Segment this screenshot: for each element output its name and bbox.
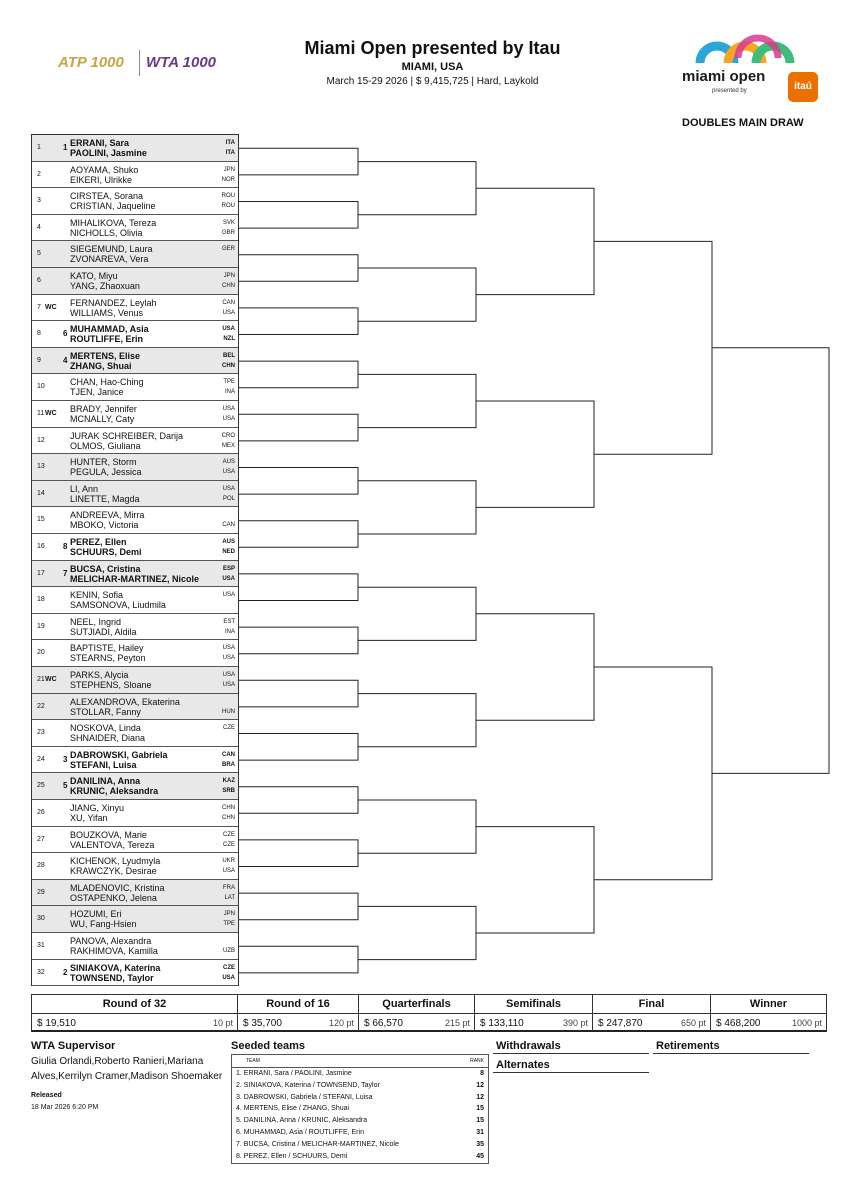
player-two-country: UZB <box>223 948 235 954</box>
player-two-name: VALENTOVA, Tereza <box>70 839 155 850</box>
bracket-connector <box>476 827 594 933</box>
round-label: Final <box>638 998 665 1010</box>
player-two-name: PEGULA, Jessica <box>70 467 142 478</box>
draw-position: 30 <box>37 915 45 923</box>
draw-position: 28 <box>37 862 45 870</box>
atp-1000-logo: ATP 1000 <box>58 54 124 71</box>
player-two-name: OSTAPENKO, Jelena <box>70 892 157 903</box>
seeded-team-row <box>236 1082 484 1094</box>
itau-logo: itaú <box>788 72 818 102</box>
player-two-name: STEPHENS, Sloane <box>70 680 152 690</box>
draw-position: 6 <box>37 277 41 284</box>
player-one-name: PEREZ, Ellen <box>70 537 127 547</box>
prize-money-table <box>31 994 827 1032</box>
player-one-country: ESP <box>222 565 235 572</box>
bracket-connector <box>594 667 712 880</box>
seeded-team-rank: 45 <box>476 1152 484 1160</box>
seed-number: 8 <box>63 542 68 551</box>
player-two-name: SCHUURS, Demi <box>70 547 142 557</box>
player-one-country: USA <box>222 326 235 333</box>
draw-position: 5 <box>37 250 41 258</box>
bracket-connector <box>239 414 358 441</box>
bracket-connector <box>358 906 476 959</box>
draw-position: 32 <box>37 968 45 976</box>
draw-position: 15 <box>37 516 45 524</box>
draw-position: 16 <box>37 543 45 550</box>
entry-tag: WC <box>45 410 57 417</box>
player-two-name: ZHANG, Shuai <box>70 360 132 371</box>
player-two-country: SRB <box>222 788 235 795</box>
player-one-name: BRADY, Jennifer <box>70 404 137 414</box>
player-one-name: CHAN, Hao-Ching <box>70 377 144 388</box>
header-divider <box>232 1067 488 1068</box>
draw-position: 7 <box>37 303 41 311</box>
draw-position: 9 <box>37 356 41 364</box>
player-one-name: AOYAMA, Shuko <box>70 164 139 175</box>
player-two-name: YANG, Zhaoxuan <box>70 281 140 291</box>
player-two-country: HUN <box>222 708 235 715</box>
prize-amount: $ 133,110 <box>480 1018 524 1029</box>
player-one-name: ERRANI, Sara <box>70 138 130 148</box>
player-one-name: FERNANDEZ, Leylah <box>70 297 157 308</box>
prize-amount: $ 19,510 <box>37 1018 76 1029</box>
player-one-name: MERTENS, Elise <box>70 350 141 361</box>
prize-amount: $ 66,570 <box>364 1018 403 1029</box>
seed-number: 2 <box>63 967 68 977</box>
prize-column <box>711 995 826 1031</box>
player-one-name: HUNTER, Storm <box>70 457 137 468</box>
player-one-country: USA <box>222 592 235 599</box>
bracket-connector <box>358 587 476 640</box>
player-one-name: NOSKOVA, Linda <box>70 723 141 734</box>
player-one-country: CAN <box>222 299 235 306</box>
player-two-name: OLMOS, Giuliana <box>70 440 141 451</box>
player-two-country: CZE <box>223 841 235 848</box>
player-one-country: KAZ <box>222 778 235 785</box>
player-one-name: LI, Ann <box>70 483 99 494</box>
seeded-team-name: 4. MERTENS, Elise / ZHANG, Shuai <box>236 1105 350 1113</box>
bracket-connector <box>476 401 594 507</box>
player-two-country: INA <box>224 389 235 396</box>
draw-position: 2 <box>37 170 41 178</box>
ranking-points: 1000 pt <box>791 1018 822 1028</box>
bracket-connector <box>239 521 358 548</box>
player-two-country: POL <box>222 495 235 502</box>
draw-position: 19 <box>37 622 45 630</box>
seed-number: 4 <box>63 355 68 365</box>
player-one-country: CHN <box>222 805 235 811</box>
draw-position: 22 <box>37 702 45 710</box>
draw-position: 29 <box>37 888 45 896</box>
player-two-name: STEFANI, Luisa <box>70 759 137 770</box>
prize-column <box>359 995 475 1031</box>
draw-position: 8 <box>37 330 41 338</box>
player-one-country: SVK <box>222 219 235 226</box>
player-one-country: AUS <box>222 459 235 466</box>
player-two-name: TOWNSEND, Taylor <box>70 972 154 983</box>
seeded-team-row <box>236 1141 484 1153</box>
prize-column <box>238 995 359 1031</box>
player-one-country: FRA <box>223 884 235 891</box>
team-column-header: TEAM <box>246 1058 260 1064</box>
player-one-country: CZE <box>223 831 235 838</box>
player-two-country: CHN <box>222 283 235 289</box>
player-two-country: USA <box>222 682 235 688</box>
ranking-points: 120 pt <box>328 1018 354 1028</box>
player-one-country: USA <box>222 485 235 492</box>
seeded-team-row <box>236 1153 484 1165</box>
player-one-name: SINIAKOVA, Katerina <box>70 962 161 973</box>
player-two-name: EIKERI, Ulrikke <box>70 174 133 185</box>
draw-position: 27 <box>37 835 45 843</box>
bracket-connector <box>239 255 358 282</box>
player-two-country: NOR <box>221 176 235 183</box>
player-one-country: GER <box>221 246 235 253</box>
player-two-name: MCNALLY, Caty <box>70 414 135 424</box>
bracket-connector <box>476 188 594 294</box>
bracket-connector <box>239 893 358 920</box>
ranking-points: 10 pt <box>212 1018 233 1028</box>
prize-divider <box>711 1013 826 1014</box>
withdrawals-title: Withdrawals <box>496 1040 561 1052</box>
seeded-team-name: 5. DANILINA, Anna / KRUNIC, Aleksandra <box>236 1117 368 1125</box>
player-two-country: TPE <box>223 921 235 928</box>
player-one-name: KATO, Miyu <box>70 271 118 281</box>
player-two-name: RAKHIMOVA, Kamilla <box>70 946 158 956</box>
player-one-name: PANOVA, Alexandra <box>70 936 152 946</box>
draw-position: 3 <box>37 197 41 205</box>
seeded-team-name: 2. SINIAKOVA, Katerina / TOWNSEND, Taylor <box>236 1081 380 1089</box>
player-two-country: USA <box>222 655 235 662</box>
player-one-country: USA <box>222 406 235 412</box>
draw-position: 12 <box>37 436 45 444</box>
player-two-name: KRUNIC, Aleksandra <box>70 786 159 797</box>
prize-column <box>32 995 238 1031</box>
player-two-country: CHN <box>222 362 235 369</box>
released-timestamp: 18 Mar 2026 6:20 PM <box>31 1104 99 1111</box>
player-one-name: NEEL, Ingrid <box>70 616 122 627</box>
draw-position: 18 <box>37 596 45 604</box>
prize-amount: $ 35,700 <box>243 1018 282 1029</box>
player-one-name: DANILINA, Anna <box>70 776 141 787</box>
draw-position: 17 <box>37 569 45 577</box>
seeded-team-name: 3. DABROWSKI, Gabriela / STEFANI, Luisa <box>236 1093 373 1101</box>
prize-divider <box>359 1013 474 1014</box>
player-one-country: ROU <box>221 193 235 200</box>
presented-by-label: presented by <box>712 88 747 94</box>
player-two-name: ROUTLIFFE, Erin <box>70 334 143 345</box>
seeded-team-name: 8. PEREZ, Ellen / SCHUURS, Demi <box>236 1152 348 1160</box>
miami-open-wordmark: miami open <box>682 68 766 85</box>
player-two-name: STEARNS, Peyton <box>70 653 146 664</box>
draw-position: 11 <box>37 410 45 417</box>
player-two-country: CHN <box>222 815 235 821</box>
player-two-name: PAOLINI, Jasmine <box>70 148 147 158</box>
player-two-country: ITA <box>225 150 235 156</box>
player-two-country: BRA <box>222 761 235 768</box>
draw-position: 26 <box>37 809 45 816</box>
entry-tag: WC <box>45 676 57 683</box>
tournament-location: MIAMI, USA <box>401 61 464 73</box>
player-one-country: USA <box>222 672 235 678</box>
draw-position: 1 <box>37 144 41 151</box>
player-one-name: HOZUMI, Eri <box>70 909 122 920</box>
prize-divider <box>593 1013 710 1014</box>
player-two-country: INA <box>224 628 235 635</box>
player-one-name: PARKS, Alycia <box>70 670 129 680</box>
alternates-title: Alternates <box>496 1059 550 1071</box>
player-two-name: WILLIAMS, Venus <box>70 307 144 318</box>
player-one-name: MIHALIKOVA, Tereza <box>70 217 157 228</box>
seeded-team-name: 1. ERRANI, Sara / PAOLINI, Jasmine <box>236 1070 352 1077</box>
ranking-points: 650 pt <box>680 1018 706 1028</box>
player-one-country: BEL <box>223 352 235 359</box>
player-one-country: CAN <box>222 751 235 758</box>
player-one-country: UKR <box>222 858 235 865</box>
alternates-divider <box>493 1072 649 1073</box>
seeded-team-rank: 35 <box>476 1140 484 1148</box>
bracket-connector <box>358 800 476 853</box>
player-one-country: EST <box>223 618 235 625</box>
bracket-connector <box>358 374 476 427</box>
draw-position: 21 <box>37 676 45 683</box>
prize-divider <box>475 1013 592 1014</box>
bracket-connector <box>358 268 476 321</box>
player-two-name: SUTJIADI, Aldila <box>70 626 137 637</box>
player-one-country: JPN <box>223 273 235 279</box>
bracket-connector <box>476 614 594 720</box>
bracket-connector <box>239 946 358 973</box>
seeded-team-rank: 31 <box>476 1129 484 1136</box>
seeded-team-row <box>236 1105 484 1117</box>
tournament-meta: March 15-29 2026 | $ 9,415,725 | Hard, Laykold <box>326 76 539 87</box>
prize-amount: $ 468,200 <box>716 1018 761 1029</box>
seeded-team-row <box>236 1094 484 1106</box>
player-two-name: ZVONAREVA, Vera <box>70 254 149 265</box>
player-one-country: USA <box>222 645 235 652</box>
released-label: Released <box>31 1092 62 1099</box>
bracket-connector <box>358 162 476 215</box>
tournament-title: Miami Open presented by Itau <box>304 38 561 58</box>
bracket-connector <box>239 787 358 814</box>
round-label: Winner <box>749 998 788 1010</box>
seed-number: 3 <box>63 754 68 764</box>
draw-position: 25 <box>37 782 45 790</box>
player-one-name: MLADENOVIC, Kristina <box>70 882 165 893</box>
entry-tag: WC <box>45 303 57 311</box>
player-one-country: JPN <box>223 166 235 173</box>
seeded-teams-table <box>231 1054 489 1164</box>
player-one-country: CRO <box>221 432 235 439</box>
bracket-connector <box>239 734 358 761</box>
player-one-name: BUCSA, Cristina <box>70 563 141 574</box>
player-one-name: JIANG, Xinyu <box>70 803 125 813</box>
player-two-name: SAMSONOVA, Liudmila <box>70 600 166 611</box>
player-one-name: ANDREEVA, Mirra <box>70 510 145 521</box>
player-two-name: NICHOLLS, Olivia <box>70 227 143 238</box>
player-two-name: STOLLAR, Fanny <box>70 706 141 717</box>
bracket-connector <box>712 348 829 774</box>
draw-position: 13 <box>37 463 45 471</box>
player-one-country: TPE <box>223 379 235 386</box>
withdrawals-divider <box>493 1053 649 1054</box>
supervisor-names: Giulia Orlandi,Roberto Ranieri,Mariana Alves,Kerrilyn Cramer,Madison Shoemaker <box>31 1056 223 1082</box>
prize-divider <box>32 1013 237 1014</box>
player-two-country: CAN <box>222 522 235 529</box>
wta-1000-logo: WTA 1000 <box>146 54 217 71</box>
player-one-name: DABROWSKI, Gabriela <box>70 749 168 760</box>
bracket-connector <box>239 574 358 601</box>
player-two-country: NED <box>222 549 235 555</box>
player-two-name: SHNAIDER, Diana <box>70 733 146 744</box>
player-two-country: USA <box>222 974 235 981</box>
player-two-country: MEX <box>221 442 235 449</box>
player-one-name: BOUZKOVA, Marie <box>70 829 147 840</box>
seed-number: 1 <box>63 143 68 152</box>
bracket-connector <box>594 241 712 454</box>
player-one-name: SIEGEMUND, Laura <box>70 244 153 255</box>
player-two-country: USA <box>222 416 235 422</box>
player-two-name: MELICHAR-MARTINEZ, Nicole <box>70 573 199 584</box>
player-two-country: GBR <box>221 229 235 236</box>
seeded-team-row <box>236 1117 484 1129</box>
player-one-name: JURAK SCHREIBER, Darija <box>70 430 184 441</box>
player-one-name: CIRSTEA, Sorana <box>70 191 144 202</box>
round-label: Round of 16 <box>266 998 330 1010</box>
seeded-team-rank: 12 <box>476 1081 484 1089</box>
player-two-country: NZL <box>223 336 235 343</box>
seeded-team-name: 6. MUHAMMAD, Asia / ROUTLIFFE, Erin <box>236 1129 364 1136</box>
seeded-team-rank: 15 <box>476 1105 484 1113</box>
ranking-points: 390 pt <box>562 1018 588 1028</box>
draw-position: 31 <box>37 942 45 949</box>
seeded-team-rank: 8 <box>480 1070 484 1077</box>
player-two-name: WU, Fang-Hsien <box>70 919 137 930</box>
bracket-connector <box>358 481 476 534</box>
draw-position: 4 <box>37 223 41 231</box>
ranking-points: 215 pt <box>444 1018 470 1028</box>
player-two-country: USA <box>222 575 235 582</box>
player-one-name: MUHAMMAD, Asia <box>70 324 149 335</box>
bracket-connector <box>239 627 358 654</box>
bracket-connector <box>239 840 358 867</box>
prize-column <box>593 995 711 1031</box>
bracket-connector <box>239 468 358 495</box>
bracket-connector <box>239 202 358 229</box>
draw-position: 14 <box>37 489 45 497</box>
bracket-connector <box>239 361 358 388</box>
round-label: Quarterfinals <box>382 998 451 1010</box>
prize-column <box>475 995 593 1031</box>
player-two-name: MBOKO, Victoria <box>70 520 139 531</box>
seeded-team-row <box>236 1070 484 1082</box>
bracket-connector <box>239 308 358 335</box>
round-label: Round of 32 <box>102 998 167 1010</box>
player-one-country: CZE <box>223 725 235 732</box>
player-two-name: CRISTIAN, Jaqueline <box>70 201 156 212</box>
supervisor-title: WTA Supervisor <box>31 1040 116 1052</box>
player-two-name: XU, Yifan <box>70 813 108 823</box>
player-two-country: USA <box>222 469 235 476</box>
player-one-name: BAPTISTE, Hailey <box>70 643 144 654</box>
seed-number: 5 <box>63 781 68 791</box>
seed-number: 6 <box>63 329 68 339</box>
draw-position: 24 <box>37 755 45 763</box>
player-one-country: JPN <box>223 911 235 918</box>
player-one-name: KICHENOK, Lyudmyla <box>70 856 161 867</box>
retirements-divider <box>653 1053 809 1054</box>
seeded-team-rank: 15 <box>476 1117 484 1125</box>
seeded-team-rank: 12 <box>476 1093 484 1101</box>
player-two-name: KRAWCZYK, Desirae <box>70 866 157 877</box>
player-one-name: ALEXANDROVA, Ekaterina <box>70 696 180 707</box>
draw-position: 23 <box>37 729 45 737</box>
retirements-title: Retirements <box>656 1040 720 1052</box>
player-one-name: KENIN, Sofia <box>70 590 124 601</box>
player-two-country: USA <box>222 868 235 875</box>
prize-divider <box>238 1013 358 1014</box>
draw-type-label: DOUBLES MAIN DRAW <box>682 117 804 129</box>
prize-amount: $ 247,870 <box>598 1018 643 1029</box>
player-one-country: CZE <box>223 964 235 971</box>
player-two-country: LAT <box>224 894 235 901</box>
bracket-connector <box>239 148 358 175</box>
player-two-country: ROU <box>221 203 235 210</box>
player-one-country: ITA <box>225 140 235 146</box>
player-one-country: AUS <box>222 539 235 545</box>
player-two-country: USA <box>222 309 235 316</box>
seeded-team-row <box>236 1129 484 1141</box>
seeded-teams-title: Seeded teams <box>231 1040 305 1052</box>
seeded-team-name: 7. BUCSA, Cristina / MELICHAR-MARTINEZ, Nicole <box>236 1140 399 1148</box>
player-two-name: TJEN, Janice <box>70 387 124 398</box>
seed-number: 7 <box>63 568 68 578</box>
player-two-name: LINETTE, Magda <box>70 493 140 504</box>
round-label: Semifinals <box>505 998 562 1010</box>
bracket-connector <box>239 680 358 707</box>
draw-position: 20 <box>37 649 45 657</box>
bracket-connector <box>358 694 476 747</box>
rank-column-header: RANK <box>470 1058 484 1064</box>
draw-position: 10 <box>37 383 45 391</box>
